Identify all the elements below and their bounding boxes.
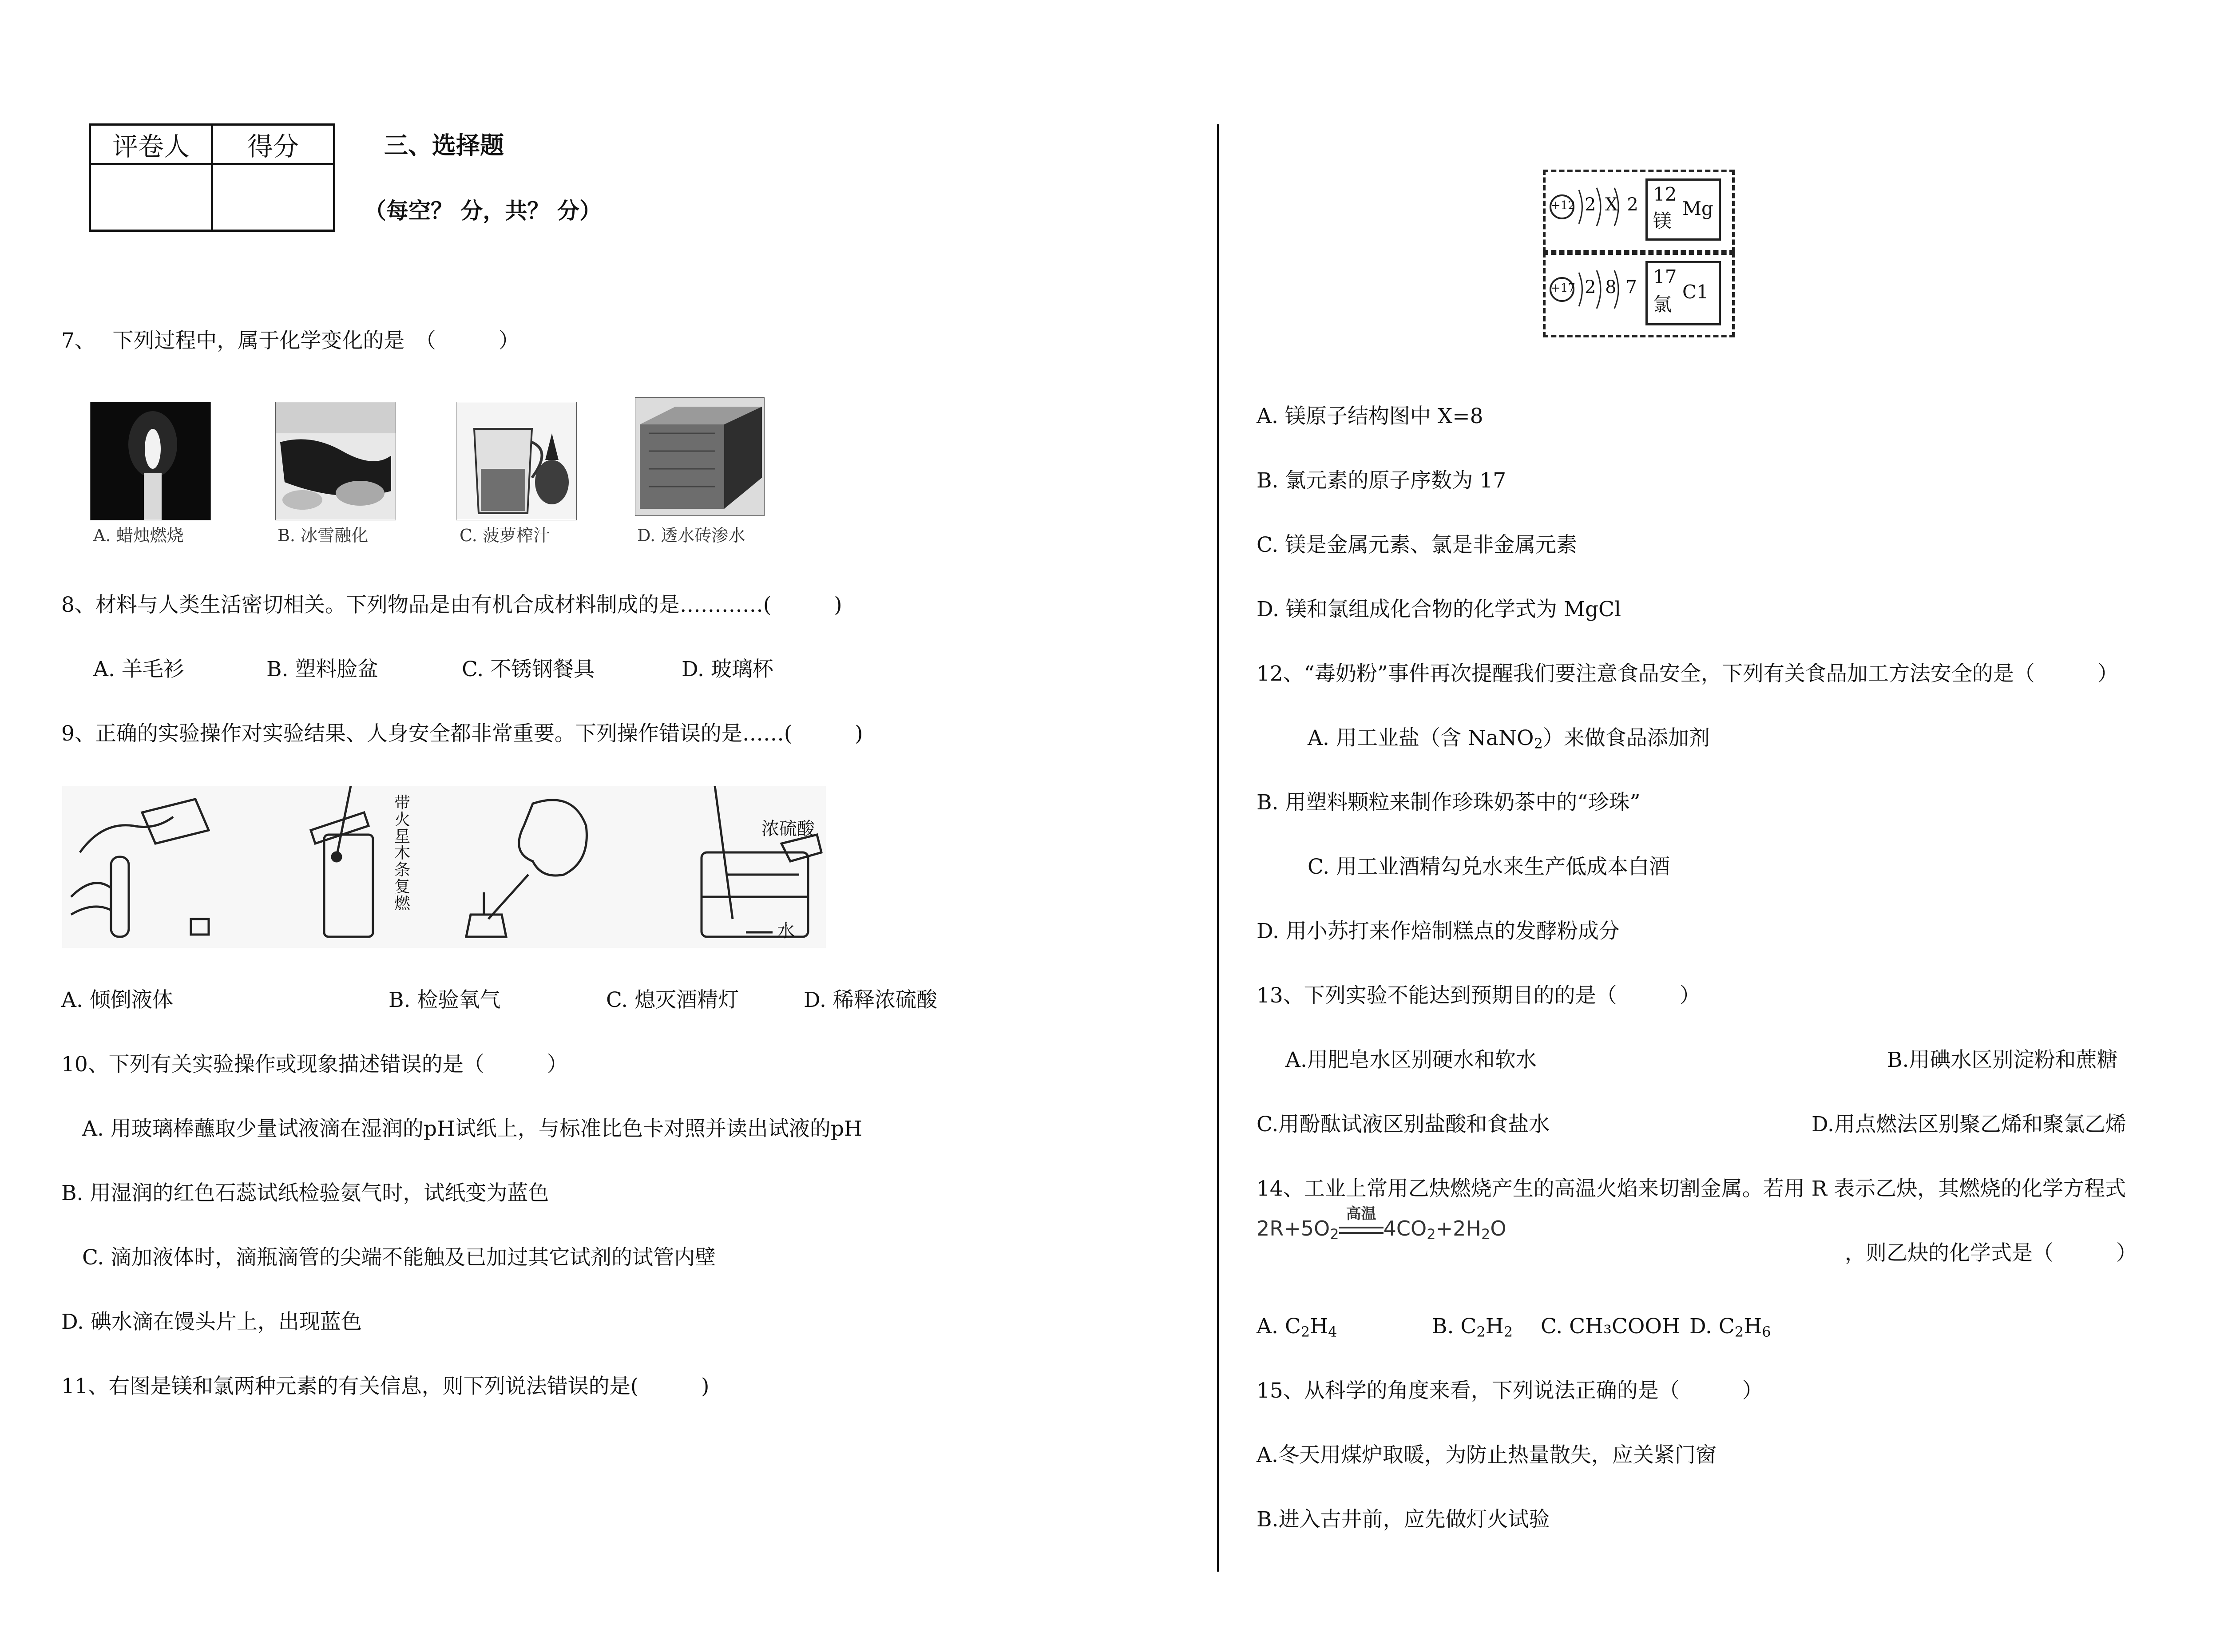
q10-option-d: D. 碘水滴在馒头片上，出现蓝色 xyxy=(61,1310,362,1334)
q9-figure xyxy=(62,786,826,948)
q12-option-a-pre: A. 用工业盐（含 NaNO xyxy=(1308,726,1534,750)
q9-fig-label-water: 水 xyxy=(777,921,795,941)
q11-stem: 11、右图是镁和氯两种元素的有关信息，则下列说法错误的是( ) xyxy=(61,1374,710,1398)
q15-stem: 15、从科学的角度来看，下列说法正确的是（ ） xyxy=(1257,1379,1763,1403)
q13-option-c: C.用酚酞试液区别盐酸和食盐水 xyxy=(1257,1112,1550,1137)
q13-option-d: D.用点燃法区别聚乙烯和聚氯乙烯 xyxy=(1812,1112,2126,1137)
q11-option-a: A. 镁原子结构图中 X=8 xyxy=(1257,404,1483,428)
q7-caption-d: D. 透水砖渗水 xyxy=(637,526,745,545)
q14-eq-left: 2R+5O xyxy=(1257,1216,1330,1240)
juice-pitcher-icon xyxy=(456,402,576,520)
q8-stem: 8、材料与人类生活密切相关。下列物品是由有机合成材料制成的是…………( ) xyxy=(61,593,842,617)
q8-option-b: B. 塑料脸盆 xyxy=(266,657,379,681)
q14-eq-sub1: 2 xyxy=(1330,1226,1339,1243)
q14-eq-right-b: +2H xyxy=(1435,1216,1481,1240)
q14-eq-right-c: O xyxy=(1490,1216,1506,1240)
grader-header: 评卷人 xyxy=(90,125,212,164)
brick-photo xyxy=(635,397,765,516)
cl-symbol: C1 xyxy=(1682,281,1709,303)
q14-option-a-c: A. C xyxy=(1257,1314,1301,1339)
ice-hand-icon xyxy=(276,402,396,520)
mg-element-card xyxy=(1645,178,1721,241)
candle-photo xyxy=(90,402,211,520)
q14-option-b-sub2: 2 xyxy=(1503,1323,1513,1340)
q14-option-d-c: D. C xyxy=(1689,1314,1735,1339)
section-note: （每空？ 分，共？ 分） xyxy=(364,198,602,224)
q9-fig-label-acid: 浓硫酸 xyxy=(761,819,815,839)
q13-stem: 13、下列实验不能达到预期目的的是（ ） xyxy=(1257,983,1701,1008)
q12-stem: 12、“毒奶粉”事件再次提醒我们要注意食品安全，下列有关食品加工方法安全的是（ ） xyxy=(1257,662,2118,686)
lab-operations-icon xyxy=(62,786,826,948)
q11-option-d: D. 镁和氯组成化合物的化学式为 MgCl xyxy=(1257,597,1621,622)
q11-option-c: C. 镁是金属元素、氯是非金属元素 xyxy=(1257,533,1578,557)
water-brick-icon xyxy=(635,398,764,515)
cl-atomic-number: 17 xyxy=(1653,266,1677,288)
q12-option-a xyxy=(1308,726,1710,752)
q14-eq-condition: 高温 xyxy=(1346,1205,1376,1223)
q13-option-b: B.用碘水区别淀粉和蔗糖 xyxy=(1887,1048,2118,1072)
q14-eq-right-a: 4CO xyxy=(1383,1216,1427,1240)
q9-option-a: A. 倾倒液体 xyxy=(61,988,173,1012)
q11-option-b: B. 氯元素的原子序数为 17 xyxy=(1257,468,1506,493)
cl-shells: 2 8 7 xyxy=(1585,277,1639,297)
q8-option-a: A. 羊毛衫 xyxy=(93,657,184,681)
q14-option-b-sub1: 2 xyxy=(1476,1323,1486,1340)
q14-option-d-h: H xyxy=(1744,1314,1762,1339)
q14-option-a-h: H xyxy=(1310,1314,1328,1339)
q14-option-a-sub2: 4 xyxy=(1328,1323,1337,1340)
q10-option-a: A. 用玻璃棒蘸取少量试液滴在湿润的pH试纸上，与标准比色卡对照并读出试液的pH xyxy=(82,1117,862,1141)
q13-option-a: A.用肥皂水区别硬水和软水 xyxy=(1285,1048,1537,1072)
column-divider xyxy=(1217,124,1219,1572)
q8-option-c: C. 不锈钢餐具 xyxy=(462,657,595,681)
q14-stem: 14、工业上常用乙炔燃烧产生的高温火焰来切割金属。若用 R 表示乙炔，其燃烧的化学方程式 xyxy=(1257,1177,2126,1201)
section-title: 三、选择题 xyxy=(384,131,504,159)
q15-option-a: A.冬天用煤炉取暖，为防止热量散失，应关紧门窗 xyxy=(1257,1443,1717,1467)
q14-equation xyxy=(1257,1205,1506,1243)
q9-fig-label-b: 带火星木条复燃 xyxy=(394,794,411,913)
q8-option-d: D. 玻璃杯 xyxy=(682,657,773,681)
q12-option-d: D. 用小苏打来作焙制糕点的发酵粉成分 xyxy=(1257,919,1620,943)
q10-option-c: C. 滴加液体时，滴瓶滴管的尖端不能触及已加过其它试剂的试管内壁 xyxy=(82,1245,716,1270)
q14-option-d-sub1: 2 xyxy=(1734,1323,1744,1340)
q14-eq-sub2: 2 xyxy=(1427,1226,1436,1243)
q9-stem: 9、正确的实验操作对实验结果、人身安全都非常重要。下列操作错误的是……( ) xyxy=(61,721,863,746)
q14-eq-sub3: 2 xyxy=(1481,1226,1491,1243)
mg-info-box xyxy=(1543,170,1735,253)
q12-option-c: C. 用工业酒精勾兑水来生产低成本白酒 xyxy=(1308,855,1670,879)
cl-nucleus: +17 xyxy=(1551,281,1575,295)
q7-caption-a: A. 蜡烛燃烧 xyxy=(93,526,184,545)
q12-option-a-sub: 2 xyxy=(1534,735,1543,752)
q14-option-b-c: B. C xyxy=(1432,1314,1477,1339)
score-cell xyxy=(212,164,334,231)
q14-tail: ，则乙炔的化学式是（ ） xyxy=(1845,1241,2137,1265)
q9-option-d: D. 稀释浓硫酸 xyxy=(804,988,937,1012)
q14-option-d-sub2: 6 xyxy=(1762,1323,1771,1340)
score-table xyxy=(89,123,335,232)
cl-name: 氯 xyxy=(1653,293,1672,315)
cl-info-box xyxy=(1543,252,1735,337)
q7-caption-b: B. 冰雪融化 xyxy=(278,526,369,545)
cl-element-card xyxy=(1645,261,1721,325)
score-header: 得分 xyxy=(212,125,334,164)
mg-nucleus: +12 xyxy=(1551,199,1575,212)
q10-option-b: B. 用湿润的红色石蕊试纸检验氨气时，试纸变为蓝色 xyxy=(61,1181,549,1205)
candle-icon xyxy=(91,402,210,520)
q7-caption-c: C. 菠萝榨汁 xyxy=(460,526,550,545)
q10-stem: 10、下列有关实验操作或现象描述错误的是（ ） xyxy=(61,1052,568,1077)
q14-option-b xyxy=(1432,1314,1513,1340)
mg-symbol: Mg xyxy=(1682,198,1713,219)
q14-option-c: C. CH₃COOH xyxy=(1541,1314,1680,1339)
pineapple-photo xyxy=(456,402,577,520)
q12-option-b: B. 用塑料颗粒来制作珍珠奶茶中的“珍珠” xyxy=(1257,790,1641,815)
q14-option-b-h: H xyxy=(1485,1314,1504,1339)
mg-atomic-number: 12 xyxy=(1653,183,1677,205)
mg-shells: 2 X 2 xyxy=(1585,194,1640,215)
q14-option-a xyxy=(1257,1314,1337,1340)
grader-cell xyxy=(90,164,212,231)
q9-option-c: C. 熄灭酒精灯 xyxy=(606,988,739,1012)
q7-stem: 7、 下列过程中，属于化学变化的是 （ ） xyxy=(61,329,519,353)
q15-option-b: B.进入古井前，应先做灯火试验 xyxy=(1257,1507,1550,1532)
ice-photo xyxy=(275,402,396,520)
mg-name: 镁 xyxy=(1653,210,1672,232)
q14-eq-arrow xyxy=(1339,1205,1384,1240)
q12-option-a-post: ）来做食品添加剂 xyxy=(1542,726,1710,750)
q9-option-b: B. 检验氧气 xyxy=(388,988,501,1012)
q14-option-d xyxy=(1689,1314,1771,1340)
q14-option-a-sub1: 2 xyxy=(1300,1323,1310,1340)
